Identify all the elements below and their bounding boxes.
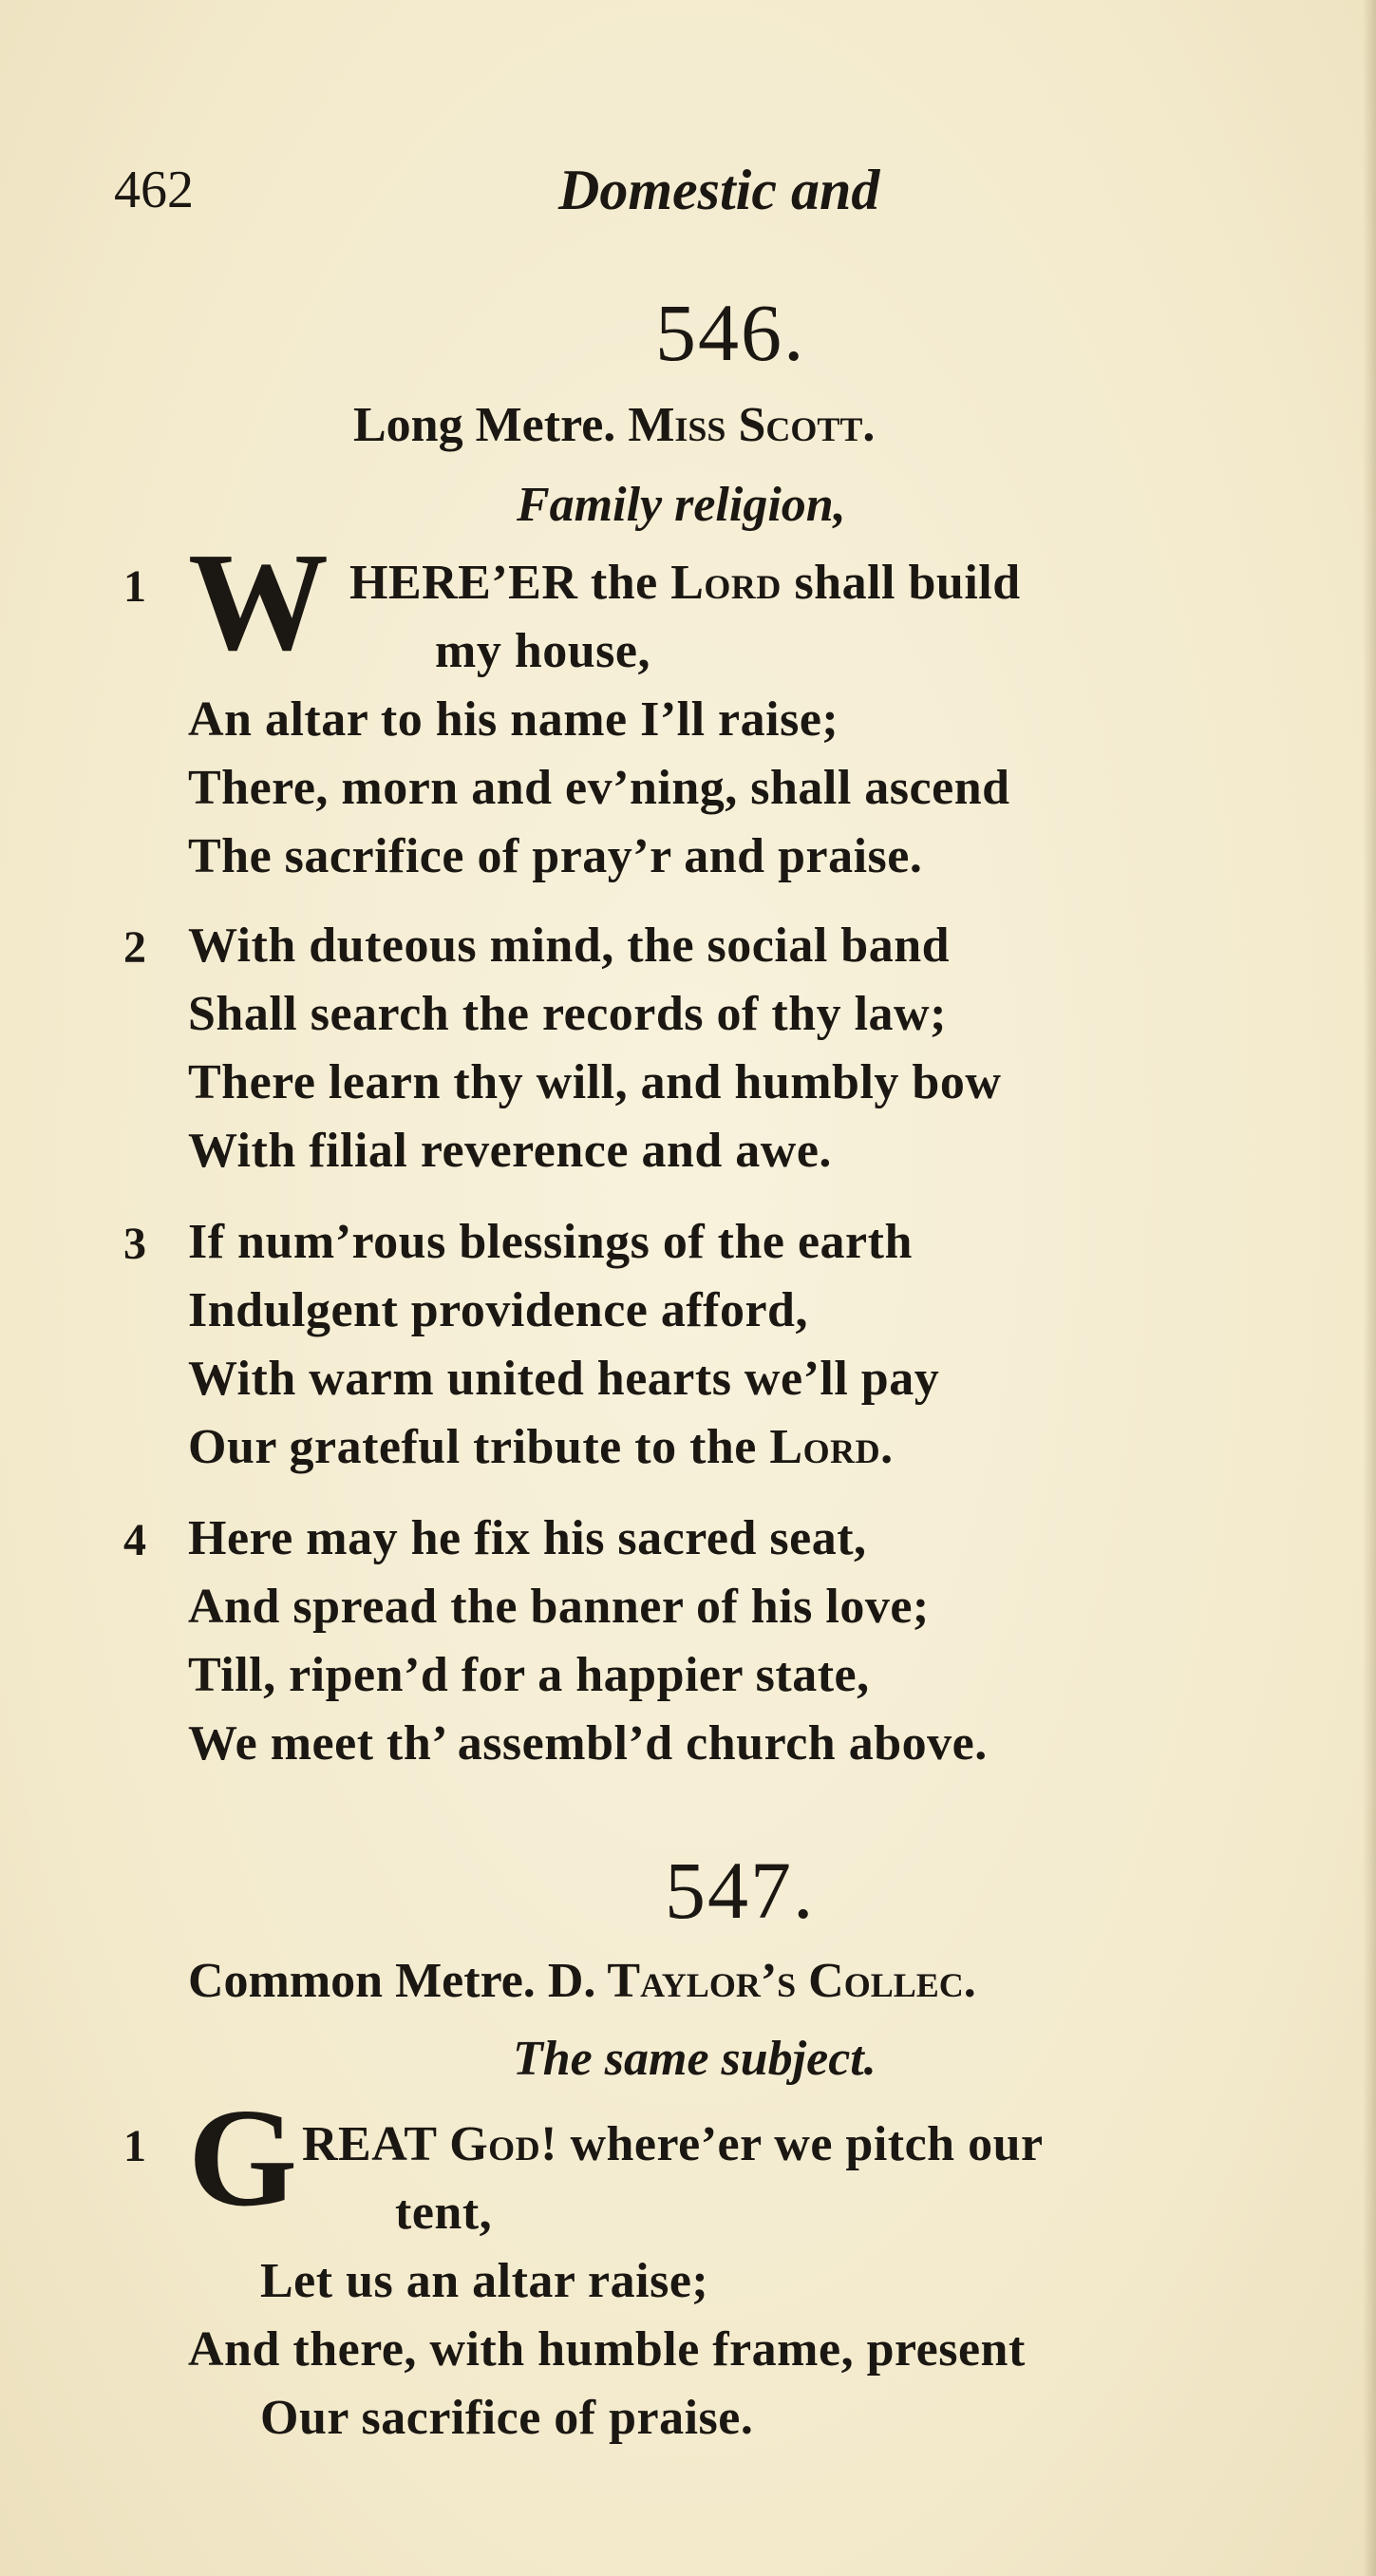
verse-line: Our sacrifice of praise. (260, 2391, 754, 2445)
verse-line: Our grateful tribute to the Lord. (188, 1420, 894, 1474)
verse-number: 3 (123, 1219, 146, 1269)
running-title: Domestic and (558, 159, 880, 221)
verse-line: An altar to his name I’ll raise; (188, 692, 839, 747)
hymn-meter: Common Metre. (188, 1954, 536, 2008)
hymn-author: D. Taylor’s Collec. (547, 1954, 976, 2008)
verse-line: There, morn and ev’ning, shall ascend (188, 761, 1010, 815)
verse-line: If num’rous blessings of the earth (188, 1215, 913, 1269)
hymn-number: 547. (665, 1845, 816, 1936)
verse-line: Shall search the records of thy law; (188, 987, 947, 1041)
verse-line: my house, (435, 624, 650, 678)
drop-cap: W (188, 524, 329, 680)
hymn-subject: Family religion, (517, 478, 846, 532)
verse-line: And there, with humble frame, present (188, 2322, 1026, 2377)
page-edge-shadow (1363, 0, 1376, 2576)
verse-line: With duteous mind, the social band (188, 919, 951, 973)
hymn-heading (188, 1953, 976, 2009)
verse-number: 1 (123, 2121, 146, 2171)
verse-line: HERE’ER the Lord shall build (349, 556, 1021, 610)
verse-line: Indulgent providence afford, (188, 1283, 808, 1337)
verse-line: The sacrifice of pray’r and praise. (188, 829, 923, 883)
verse-line: Here may he fix his sacred seat, (188, 1511, 867, 1565)
verse-line: And spread the banner of his love; (188, 1580, 930, 1634)
verse-number: 1 (123, 561, 146, 612)
verse-line: Till, ripen’d for a happier state, (188, 1648, 870, 1702)
hymn-meter: Long Metre. (353, 398, 616, 452)
verse-line: With warm united hearts we’ll pay (188, 1352, 940, 1406)
verse-line: Let us an altar raise; (260, 2254, 709, 2308)
verse-line: REAT God! where’er we pitch our (302, 2117, 1044, 2171)
page-number: 462 (114, 161, 194, 219)
verse-number: 2 (123, 922, 146, 973)
verse-line: With filial reverence and awe. (188, 1124, 832, 1178)
verse-number: 4 (123, 1515, 146, 1565)
verse-line: tent, (395, 2186, 493, 2240)
hymn-number: 546. (655, 287, 806, 378)
hymn-subject: The same subject. (513, 2032, 876, 2086)
verse-line: There learn thy will, and humbly bow (188, 1055, 1002, 1109)
hymn-author: Miss Scott. (628, 398, 876, 452)
hymn-heading (353, 397, 875, 453)
verse-line: We meet th’ assembl’d church above. (188, 1716, 988, 1771)
drop-cap: G (188, 2080, 298, 2236)
